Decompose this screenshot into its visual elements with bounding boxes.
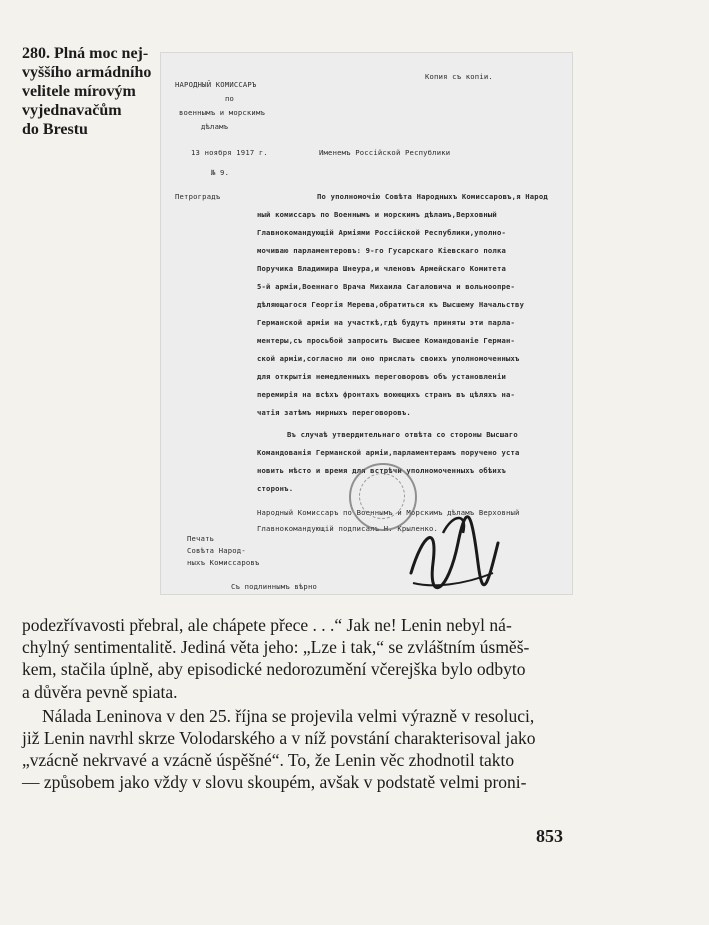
letter-line: чатiя затѣмъ мирныхъ переговоровъ. xyxy=(257,408,411,417)
body-text xyxy=(22,614,570,794)
letter-line: мочиваю парламентеровъ: 9-го Гусарскаго Кiевскаго полка xyxy=(257,246,506,255)
certified-note: Съ подлиннымъ вѣрно xyxy=(231,582,318,591)
caption-line: vyššího armádního xyxy=(22,64,152,81)
letter-header-line: по xyxy=(225,94,235,103)
letter-line: новить мѣсто и время для встрѣчи уполномоченныхъ обѣихъ xyxy=(257,466,506,475)
figure-caption xyxy=(22,44,162,139)
stamp-label-line: ныхъ Комиссаровъ xyxy=(187,558,260,567)
text-line: kem, stačila úplně, aby episodické nedorozumění včerejška bylo odbyto xyxy=(22,659,526,680)
letter-line: ментеры,съ просьбой запросить Высшее Командованiе Герман- xyxy=(257,336,516,345)
caption-line: vyjednavačům xyxy=(22,102,122,119)
text-line: Nálada Leninova v den 25. října se projevila velmi výrazně v resoluci, xyxy=(42,705,535,726)
letter-line: для открытiя немедленныхъ переговоровъ объ установленiи xyxy=(257,372,506,381)
letter-line: По уполномочiю Совѣта Народныхъ Комиссаровъ,я Народ xyxy=(317,192,548,201)
letter-line: Въ случаѣ утвердительнаго отвѣта со стороны Высшаго xyxy=(287,430,518,439)
letter-line: Главнокомандующiй Армiями Россiйской Республики,уполно- xyxy=(257,228,506,237)
stamp-label-line: Совѣта Народ- xyxy=(187,546,246,555)
letter-header-line: военнымъ и морскимъ xyxy=(179,108,266,117)
letter-place: Петроградъ xyxy=(175,192,221,201)
letter-line: Поручика Владимира Шнеура,и членовъ Армейскаго Комитета xyxy=(257,264,506,273)
closing-line: Народный Комиссаръ по Военнымъ и Морскимъ дѣламъ Верховный xyxy=(257,508,520,517)
letter-line: Командованiя Германской армiи,парламентерамъ поручено уста xyxy=(257,448,520,457)
closing-line: Главнокомандующiй подписалъ Н. Крыленко. xyxy=(257,524,439,533)
letter-line: ской армiи,согласно ли оно прислать своихъ уполномоченныхъ xyxy=(257,354,520,363)
letter-date: 13 ноября 1917 г. xyxy=(191,148,268,157)
letter-number: № 9. xyxy=(211,168,230,177)
paragraph xyxy=(22,705,570,794)
text-line: — způsobem jako vždy v slovu skoupém, avšak v podstatě velmi proni- xyxy=(22,772,527,793)
letter-header-line: НАРОДНЫЙ КОМИССАРЪ xyxy=(175,80,257,89)
letter-heading: Именемъ Россiйской Республики xyxy=(319,148,451,157)
caption-line: do Brestu xyxy=(22,121,88,138)
letter-line: 5-й армiи,Военнаго Врача Михаила Сагаловича и вольноопре- xyxy=(257,282,516,291)
text-line: „vzácně nekrvavé a vzácně úspěšné“. To, že Lenin věc zhodnotil takto xyxy=(22,750,515,771)
document-photograph xyxy=(160,52,573,595)
letter-line: сторонъ. xyxy=(257,484,294,493)
text-line: a důvěra pevně spiata. xyxy=(22,681,178,702)
caption-line: velitele mírovým xyxy=(22,83,136,100)
letter-line: дѣляющагося Георгiя Мерева,обратиться къ Высшему Начальству xyxy=(257,300,525,309)
letter-line: перемирiя на всѣхъ фронтахъ воюющихъ странъ въ цѣляхъ на- xyxy=(257,390,516,399)
text-line: chylný sentimentalitě. Jediná věta jeho: „Lze i tak,“ se zvláštním úsměš- xyxy=(22,637,530,658)
letter-line: Германской армiи на участкѣ,гдѣ будутъ приняты эти парла- xyxy=(257,318,516,327)
paragraph xyxy=(22,614,570,703)
caption-line: 280. Plná moc nej- xyxy=(22,45,149,62)
text-line: podezřívavosti přebral, ale chápete přece . . .“ Jak ne! Lenin nebyl ná- xyxy=(22,615,512,635)
letter-header-line: дѣламъ xyxy=(201,122,229,131)
page-number: 853 xyxy=(536,826,563,846)
signature-mark xyxy=(403,503,503,603)
letter-line: ный комиссаръ по Военнымъ и морскимъ дѣламъ,Верховный xyxy=(257,210,497,219)
stamp-label-line: Печать xyxy=(187,534,215,543)
text-line: již Lenin navrhl skrze Volodarského a v níž povstání charakterisoval jako xyxy=(22,728,536,749)
copy-note: Копия съ копiи. xyxy=(425,72,493,81)
